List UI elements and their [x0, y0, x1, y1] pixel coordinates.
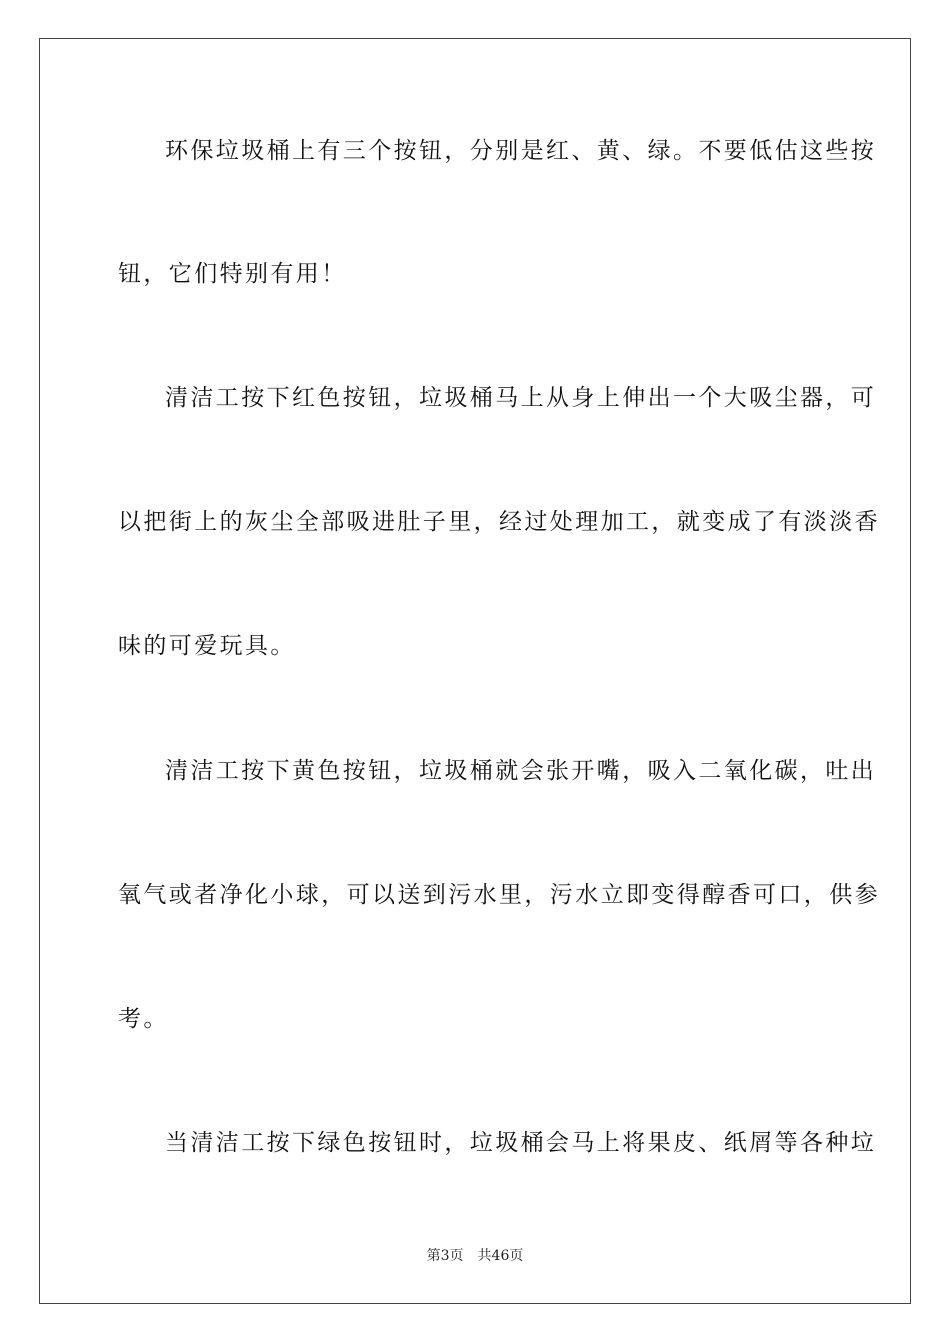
- page-footer: [0, 1247, 950, 1265]
- paragraph-3-line-3: 考。: [118, 1006, 169, 1032]
- page-number: 第3页: [426, 1248, 464, 1264]
- paragraph-2-line-1: 清洁工按下红色按钮，垃圾桶马上从身上伸出一个大吸尘器，可: [165, 385, 877, 411]
- page-total: 共46页: [477, 1248, 524, 1264]
- paragraph-4-line-1: 当清洁工按下绿色按钮时，垃圾桶会马上将果皮、纸屑等各种垃: [165, 1130, 877, 1156]
- paragraph-2-line-3: 味的可爱玩具。: [118, 633, 296, 659]
- page-border: [39, 38, 911, 1304]
- paragraph-1-line-2: 钮，它们特别有用！: [118, 261, 347, 287]
- paragraph-1-line-1: 环保垃圾桶上有三个按钮，分别是红、黄、绿。不要低估这些按: [165, 138, 877, 164]
- paragraph-2-line-2: 以把街上的灰尘全部吸进肚子里，经过处理加工，就变成了有淡淡香: [118, 509, 880, 535]
- paragraph-3-line-1: 清洁工按下黄色按钮，垃圾桶就会张开嘴，吸入二氧化碳，吐出: [165, 758, 877, 784]
- paragraph-3-line-2: 氧气或者净化小球，可以送到污水里，污水立即变得醇香可口，供参: [118, 882, 880, 908]
